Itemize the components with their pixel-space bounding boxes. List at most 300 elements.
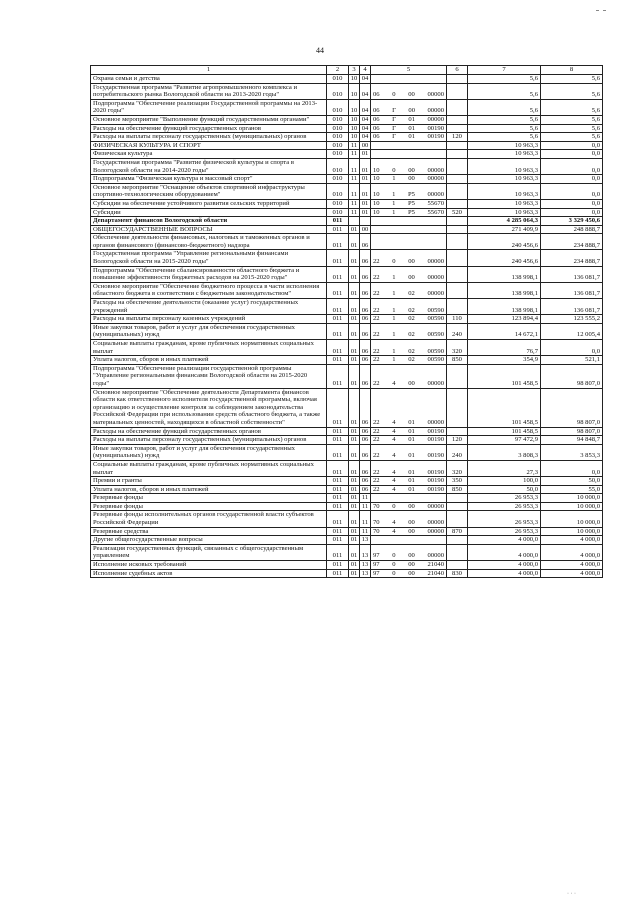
target-article-part: 22	[373, 306, 380, 314]
code-ministry: 011	[327, 217, 349, 226]
amount-col8: 136 081,7	[541, 266, 603, 282]
amount-col7: 4 000,0	[468, 569, 541, 578]
amount-col7: 123 894,4	[468, 315, 541, 324]
code-ministry: 011	[327, 436, 349, 445]
row-name: Другие общегосударственные вопросы	[91, 536, 327, 545]
target-article-part: 01	[408, 115, 415, 123]
target-article	[371, 511, 447, 527]
target-article-part: 4	[392, 527, 396, 535]
code-subsection: 01	[360, 150, 371, 159]
target-article-part: 0	[392, 166, 396, 174]
target-article-part: 00	[408, 107, 415, 115]
target-article-part: Г	[392, 124, 396, 132]
expense-type: 520	[447, 208, 468, 217]
amount-col7: 5,6	[468, 115, 541, 124]
code-ministry: 010	[327, 199, 349, 208]
table-row	[91, 234, 603, 250]
target-article-part: 4	[392, 477, 396, 485]
amount-col7: 100,0	[468, 477, 541, 486]
row-name: ОБЩЕГОСУДАРСТВЕННЫЕ ВОПРОСЫ	[91, 225, 327, 234]
target-article-part: 55670	[427, 208, 444, 216]
code-subsection: 04	[360, 115, 371, 124]
code-ministry: 010	[327, 133, 349, 142]
table-row	[91, 544, 603, 560]
amount-col8: 0,0	[541, 199, 603, 208]
target-article-parts	[373, 419, 444, 427]
code-section: 01	[349, 527, 360, 536]
amount-col7: 101 458,5	[468, 388, 541, 427]
target-article-part: 0	[392, 91, 396, 99]
expense-type	[447, 561, 468, 570]
target-article-part: 00000	[427, 502, 444, 510]
target-article-parts	[373, 116, 444, 124]
code-section: 01	[349, 460, 360, 476]
target-article-part: 0	[392, 561, 396, 569]
target-article	[371, 183, 447, 199]
header-cell: 6	[447, 66, 468, 75]
target-article-part: 22	[373, 356, 380, 364]
amount-col8: 136 081,7	[541, 299, 603, 315]
target-article-parts	[373, 200, 444, 208]
target-article	[371, 388, 447, 427]
target-article-part: 00	[408, 258, 415, 266]
target-article-part: 00000	[427, 519, 444, 527]
amount-col8: 10 000,0	[541, 527, 603, 536]
target-article-part: 00	[408, 91, 415, 99]
target-article-part: 1	[392, 175, 396, 183]
target-article-parts	[373, 133, 444, 141]
page-number: 44	[316, 46, 324, 55]
code-section: 01	[349, 315, 360, 324]
code-subsection: 11	[360, 502, 371, 511]
amount-col7: 26 953,3	[468, 494, 541, 503]
target-article-parts	[373, 452, 444, 460]
target-article-part: 97	[373, 569, 380, 577]
expense-type	[447, 83, 468, 99]
amount-col7: 26 953,3	[468, 502, 541, 511]
target-article-parts	[373, 477, 444, 485]
target-article-part: 70	[373, 502, 380, 510]
target-article-parts	[373, 307, 444, 315]
row-name: Подпрограмма "Физическая культура и массовый спорт"	[91, 175, 327, 184]
target-article-part: 00000	[427, 418, 444, 426]
amount-col8: 248 888,7	[541, 225, 603, 234]
target-article-part: 06	[373, 91, 380, 99]
expense-type	[447, 544, 468, 560]
amount-col8: 5,6	[541, 99, 603, 115]
row-name: Основное мероприятие "Оснащение объектов спортивной инфраструктуры спортивно-технологическим оборудованием"	[91, 183, 327, 199]
target-article-part: 1	[392, 208, 396, 216]
amount-col8: 98 807,0	[541, 364, 603, 388]
target-article-parts	[373, 331, 444, 339]
target-article-parts	[373, 528, 444, 536]
target-article	[371, 299, 447, 315]
target-article-part: 00	[408, 379, 415, 387]
target-article-part: 00	[408, 552, 415, 560]
code-section: 01	[349, 323, 360, 339]
row-name: Субсидии	[91, 208, 327, 217]
table-row	[91, 527, 603, 536]
expense-type: 850	[447, 485, 468, 494]
code-ministry: 010	[327, 99, 349, 115]
expense-type: 870	[447, 527, 468, 536]
code-ministry: 011	[327, 364, 349, 388]
row-name: Резервные фонды	[91, 494, 327, 503]
target-article-parts	[373, 91, 444, 99]
target-article	[371, 115, 447, 124]
target-article-part: 00000	[427, 274, 444, 282]
target-article-part: 01	[408, 468, 415, 476]
code-section: 01	[349, 511, 360, 527]
code-ministry: 011	[327, 569, 349, 578]
amount-col7: 354,9	[468, 356, 541, 365]
code-subsection: 06	[360, 460, 371, 476]
row-name: Расходы на выплаты персоналу государственных (муниципальных) органов	[91, 133, 327, 142]
code-ministry: 011	[327, 266, 349, 282]
target-article-parts	[373, 356, 444, 364]
expense-type: 850	[447, 356, 468, 365]
target-article-parts	[373, 380, 444, 388]
amount-col8: 12 005,4	[541, 323, 603, 339]
amount-col7: 10 963,3	[468, 208, 541, 217]
code-subsection: 06	[360, 323, 371, 339]
target-article-part: 02	[408, 356, 415, 364]
code-subsection: 06	[360, 436, 371, 445]
code-subsection: 01	[360, 175, 371, 184]
code-ministry: 011	[327, 315, 349, 324]
row-name: Расходы на обеспечение деятельности (оказание услуг) государственных учреждений	[91, 299, 327, 315]
amount-col7: 10 963,3	[468, 199, 541, 208]
target-article-part: 22	[373, 468, 380, 476]
table-row	[91, 356, 603, 365]
target-article-parts	[373, 519, 444, 527]
code-subsection: 06	[360, 427, 371, 436]
expense-type	[447, 502, 468, 511]
code-ministry: 011	[327, 323, 349, 339]
scan-artifact	[603, 10, 606, 11]
amount-col8: 98 807,0	[541, 388, 603, 427]
amount-col7: 5,6	[468, 75, 541, 84]
code-subsection: 11	[360, 527, 371, 536]
header-cell: 8	[541, 66, 603, 75]
table-row	[91, 536, 603, 545]
amount-col7: 97 472,9	[468, 436, 541, 445]
target-article-parts	[373, 209, 444, 217]
target-article-part: 00	[408, 519, 415, 527]
target-article-parts	[373, 428, 444, 436]
amount-col7: 76,7	[468, 340, 541, 356]
amount-col7: 4 285 064,3	[468, 217, 541, 226]
code-ministry: 011	[327, 356, 349, 365]
target-article-part: 4	[392, 485, 396, 493]
expense-type: 240	[447, 323, 468, 339]
target-article-part: Г	[392, 115, 396, 123]
row-name: Реализация государственных функций, связанных с общегосударственным управлением	[91, 544, 327, 560]
amount-col8: 10 000,0	[541, 511, 603, 527]
target-article-part: 21040	[427, 569, 444, 577]
target-article-part: 4	[392, 418, 396, 426]
expense-type	[447, 494, 468, 503]
table-row	[91, 225, 603, 234]
target-article-part: 22	[373, 418, 380, 426]
code-ministry: 010	[327, 83, 349, 99]
target-article-parts	[373, 191, 444, 199]
target-article-parts	[373, 436, 444, 444]
expense-type	[447, 124, 468, 133]
table-row	[91, 75, 603, 84]
code-section: 10	[349, 124, 360, 133]
code-section: 01	[349, 536, 360, 545]
code-section: 11	[349, 158, 360, 174]
code-section: 10	[349, 99, 360, 115]
target-article	[371, 544, 447, 560]
code-ministry: 011	[327, 427, 349, 436]
amount-col7: 27,3	[468, 460, 541, 476]
target-article-part: 22	[373, 274, 380, 282]
table-row	[91, 299, 603, 315]
amount-col7: 240 456,6	[468, 250, 541, 266]
target-article-part: 00000	[427, 379, 444, 387]
target-article-part: 00	[408, 502, 415, 510]
code-ministry: 011	[327, 527, 349, 536]
target-article-part: 06	[373, 133, 380, 141]
row-name: Иные закупки товаров, работ и услуг для обеспечения государственных (муниципальных) нужд	[91, 323, 327, 339]
row-name: Уплата налогов, сборов и иных платежей	[91, 485, 327, 494]
target-article	[371, 436, 447, 445]
table-row	[91, 99, 603, 115]
row-name: Физическая культура	[91, 150, 327, 159]
target-article-part: 22	[373, 485, 380, 493]
table-row	[91, 485, 603, 494]
target-article-part: 0	[392, 258, 396, 266]
table-row	[91, 511, 603, 527]
target-article	[371, 217, 447, 226]
target-article-part: 10	[373, 199, 380, 207]
target-article-parts	[373, 486, 444, 494]
target-article-part: 02	[408, 290, 415, 298]
amount-col7: 138 998,1	[468, 266, 541, 282]
target-article-part: Г	[392, 107, 396, 115]
amount-col7: 101 458,5	[468, 427, 541, 436]
code-ministry: 010	[327, 183, 349, 199]
target-article-part: 00000	[427, 552, 444, 560]
expense-type	[447, 158, 468, 174]
amount-col8: 0,0	[541, 460, 603, 476]
target-article	[371, 158, 447, 174]
row-name: Иные закупки товаров, работ и услуг для обеспечения государственных (муниципальных) нужд	[91, 444, 327, 460]
code-subsection: 11	[360, 494, 371, 503]
table-row	[91, 83, 603, 99]
code-ministry: 010	[327, 75, 349, 84]
target-article	[371, 323, 447, 339]
row-name: Расходы на выплаты персоналу казенных учреждений	[91, 315, 327, 324]
target-article-part: 70	[373, 519, 380, 527]
amount-col7: 4 000,0	[468, 561, 541, 570]
table-row	[91, 388, 603, 427]
row-name: Резервные средства	[91, 527, 327, 536]
target-article-part: 97	[373, 561, 380, 569]
target-article-parts	[373, 107, 444, 115]
target-article-part: 00000	[427, 290, 444, 298]
row-name: Государственная программа "Развитие агропромышленного комплекса и потребительского рынка Вологодской области на 2013-2020 годы"	[91, 83, 327, 99]
code-ministry: 011	[327, 494, 349, 503]
target-article-part: 00590	[427, 306, 444, 314]
row-name: Государственная программа "Управление региональными финансами Вологодской области на 2015-2020 годы"	[91, 250, 327, 266]
code-subsection: 06	[360, 388, 371, 427]
code-subsection: 06	[360, 299, 371, 315]
target-article-part: 1	[392, 347, 396, 355]
amount-col8: 94 848,7	[541, 436, 603, 445]
target-article	[371, 250, 447, 266]
expense-type	[447, 175, 468, 184]
code-section: 01	[349, 388, 360, 427]
amount-col8: 55,0	[541, 485, 603, 494]
code-subsection: 01	[360, 208, 371, 217]
target-article-part: 00190	[427, 468, 444, 476]
code-section: 01	[349, 250, 360, 266]
expense-type	[447, 199, 468, 208]
scan-artifact: · · ·	[567, 891, 576, 897]
table-row	[91, 323, 603, 339]
amount-col8: 0,0	[541, 150, 603, 159]
code-subsection: 06	[360, 234, 371, 250]
table-row	[91, 427, 603, 436]
target-article-parts	[373, 552, 444, 560]
target-article-parts	[373, 175, 444, 183]
target-article-part: 01	[408, 124, 415, 132]
target-article-part: 00590	[427, 356, 444, 364]
target-article-part: 06	[373, 124, 380, 132]
code-section: 01	[349, 569, 360, 578]
amount-col8: 4 000,0	[541, 544, 603, 560]
code-section: 01	[349, 299, 360, 315]
target-article-part: 00190	[427, 477, 444, 485]
row-name: Субсидии на обеспечение устойчивого развития сельских территорий	[91, 199, 327, 208]
amount-col7: 3 808,3	[468, 444, 541, 460]
code-ministry: 011	[327, 544, 349, 560]
amount-col7: 240 456,6	[468, 234, 541, 250]
code-ministry: 011	[327, 561, 349, 570]
amount-col7: 14 672,1	[468, 323, 541, 339]
expense-type	[447, 282, 468, 298]
target-article-part: 02	[408, 331, 415, 339]
target-article-part: 00	[408, 166, 415, 174]
target-article-part: 00590	[427, 347, 444, 355]
target-article-part: 00190	[427, 485, 444, 493]
header-cell: 3	[349, 66, 360, 75]
code-ministry: 010	[327, 175, 349, 184]
target-article-part: 00	[408, 527, 415, 535]
amount-col8: 123 555,2	[541, 315, 603, 324]
code-section: 01	[349, 234, 360, 250]
target-article-part: 00190	[427, 124, 444, 132]
expense-type: 120	[447, 133, 468, 142]
code-section: 10	[349, 75, 360, 84]
expense-type: 110	[447, 315, 468, 324]
target-article-part: 1	[392, 356, 396, 364]
code-subsection: 00	[360, 225, 371, 234]
target-article-part: 22	[373, 290, 380, 298]
target-article-part: 1	[392, 315, 396, 323]
code-subsection: 00	[360, 141, 371, 150]
code-section: 11	[349, 183, 360, 199]
code-subsection: 01	[360, 199, 371, 208]
amount-col8: 0,0	[541, 141, 603, 150]
target-article-part: 00590	[427, 315, 444, 323]
amount-col8: 98 807,0	[541, 427, 603, 436]
row-name: Расходы на обеспечение функций государственных органов	[91, 427, 327, 436]
code-subsection: 13	[360, 536, 371, 545]
amount-col7: 26 953,3	[468, 511, 541, 527]
amount-col8: 5,6	[541, 133, 603, 142]
row-name: Подпрограмма "Обеспечение реализации Государственной программы на 2013-2020 годы"	[91, 99, 327, 115]
target-article-part: 22	[373, 379, 380, 387]
target-article-part: 00000	[427, 166, 444, 174]
target-article-part: 55670	[427, 199, 444, 207]
target-article-parts	[373, 258, 444, 266]
target-article-part: 01	[408, 477, 415, 485]
amount-col7: 271 409,9	[468, 225, 541, 234]
target-article	[371, 175, 447, 184]
code-section: 01	[349, 266, 360, 282]
row-name: Исполнение судебных актов	[91, 569, 327, 578]
target-article-parts	[373, 167, 444, 175]
target-article-part: 21040	[427, 561, 444, 569]
table-row	[91, 124, 603, 133]
target-article	[371, 99, 447, 115]
expense-type: 830	[447, 569, 468, 578]
table-row	[91, 569, 603, 578]
table-row	[91, 266, 603, 282]
expense-type: 320	[447, 340, 468, 356]
code-section: 01	[349, 561, 360, 570]
target-article-part: 4	[392, 519, 396, 527]
target-article	[371, 315, 447, 324]
table-row	[91, 175, 603, 184]
row-name: Подпрограмма "Обеспечение реализации государственной программы "Управление региональными финансами Вологодской области на 2015-2020 годы"	[91, 364, 327, 388]
target-article-part: 00000	[427, 258, 444, 266]
amount-col7: 138 998,1	[468, 282, 541, 298]
target-article-part: 01	[408, 133, 415, 141]
table-row	[91, 494, 603, 503]
code-section: 11	[349, 208, 360, 217]
code-section: 01	[349, 225, 360, 234]
target-article-part: 22	[373, 436, 380, 444]
amount-col8: 5,6	[541, 124, 603, 133]
code-ministry: 011	[327, 460, 349, 476]
amount-col8: 0,0	[541, 340, 603, 356]
code-subsection: 06	[360, 356, 371, 365]
target-article-part: 00000	[427, 91, 444, 99]
target-article-part: 22	[373, 427, 380, 435]
target-article-parts	[373, 503, 444, 511]
target-article	[371, 460, 447, 476]
code-section: 01	[349, 427, 360, 436]
target-article-part: 01	[408, 436, 415, 444]
code-subsection: 06	[360, 250, 371, 266]
table-header-row	[91, 66, 603, 75]
target-article	[371, 569, 447, 578]
code-ministry: 010	[327, 150, 349, 159]
target-article-part: 1	[392, 331, 396, 339]
target-article	[371, 199, 447, 208]
row-name: Социальные выплаты гражданам, кроме публичных нормативных социальных выплат	[91, 460, 327, 476]
code-subsection: 06	[360, 340, 371, 356]
row-name: Резервные фонды	[91, 502, 327, 511]
target-article-part: 06	[373, 107, 380, 115]
header-cell: 7	[468, 66, 541, 75]
expense-type	[447, 234, 468, 250]
